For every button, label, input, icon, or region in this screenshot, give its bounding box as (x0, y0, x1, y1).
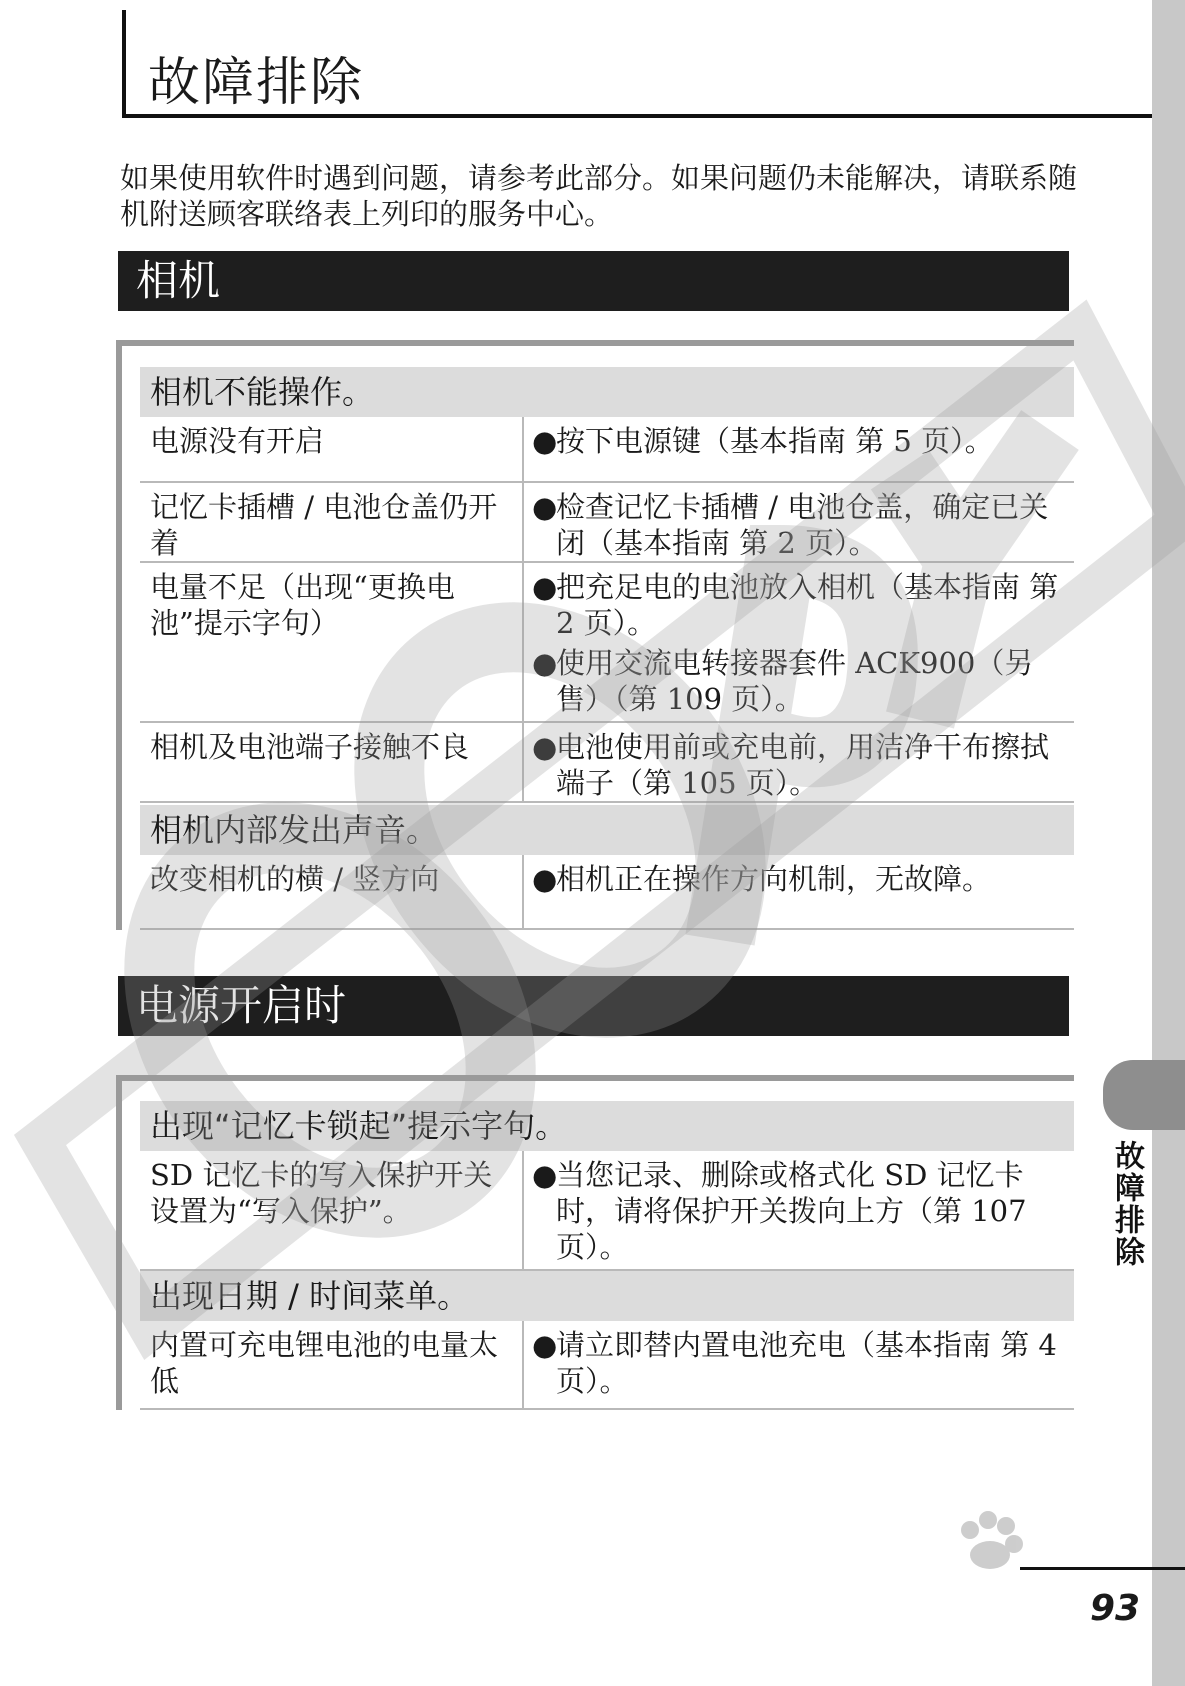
intro-paragraph: 如果使用软件时遇到问题，请参考此部分。如果问题仍未能解决，请联系随机附送顾客联络表上列印的服务中心。 (120, 161, 1078, 231)
table-row (140, 563, 1074, 723)
page-title: 故障排除 (148, 53, 365, 113)
fix-item: ● 使用交流电转接器套件 ACK900（另售）（第 109 页）。 (532, 646, 1034, 716)
fix-cell (532, 423, 1062, 463)
fix-cell (532, 569, 1062, 721)
title-left-rule (122, 10, 126, 118)
group-title: 相机不能操作。 (140, 367, 1074, 417)
table-left-bar (116, 340, 122, 930)
section-heading-camera: 相机 (118, 251, 1069, 311)
bullet-icon: ● (532, 424, 558, 458)
baidu-jingyan-logo (850, 1500, 1110, 1640)
table-camera (116, 340, 1074, 930)
bullet-icon: ● (532, 730, 558, 764)
fix-cell (532, 489, 1062, 565)
section-heading-power-on: 电源开启时 (118, 976, 1069, 1036)
page-edge-strip (1152, 0, 1185, 1686)
bullet-icon: ● (532, 1328, 558, 1362)
bullet-icon: ● (532, 490, 558, 524)
chapter-tab-label: 故障排除 (1109, 1140, 1144, 1268)
table-top-bar (116, 1075, 1074, 1081)
bullet-icon: ● (532, 646, 558, 680)
fix-item: ● 当您记录、删除或格式化 SD 记忆卡时，请将保护开关拨向上方（第 107 页）。 (532, 1158, 1027, 1264)
fix-cell (532, 1327, 1062, 1403)
table-row (140, 1321, 1074, 1410)
cause-cell: 改变相机的横 / 竖方向 (150, 862, 440, 896)
table-row (140, 1151, 1074, 1271)
fix-item: ● 请立即替内置电池充电（基本指南 第 4 页）。 (532, 1328, 1057, 1398)
fix-item: ● 检查记忆卡插槽 / 电池仓盖，确定已关闭（基本指南 第 2 页）。 (532, 490, 1049, 560)
fix-cell (532, 729, 1062, 805)
table-row (140, 855, 1074, 930)
table-power-on (116, 1075, 1074, 1410)
table-left-bar (116, 1075, 122, 1410)
fix-item: ● 相机正在操作方向机制，无故障。 (532, 862, 992, 896)
table-row (140, 723, 1074, 803)
bullet-icon: ● (532, 570, 558, 604)
fix-cell (532, 1157, 1062, 1269)
table-row (140, 483, 1074, 563)
fix-item: ● 把充足电的电池放入相机（基本指南 第 2 页）。 (532, 570, 1059, 640)
cause-cell: 记忆卡插槽 / 电池仓盖仍开着 (150, 490, 498, 560)
cause-cell: SD 记忆卡的写入保护开关设置为“写入保护”。 (150, 1158, 493, 1228)
group-title: 相机内部发出声音。 (140, 805, 1074, 855)
chapter-tab (1103, 1060, 1185, 1130)
cause-cell: 电量不足（出现“更换电池”提示字句） (150, 570, 455, 640)
fix-item: ● 按下电源键（基本指南 第 5 页）。 (532, 424, 994, 458)
table-top-bar (116, 340, 1074, 346)
group-title: 出现日期 / 时间菜单。 (140, 1271, 1074, 1321)
cause-cell: 电源没有开启 (150, 424, 325, 458)
bullet-icon: ● (532, 1158, 558, 1192)
cause-cell: 相机及电池端子接触不良 (150, 730, 470, 764)
bullet-icon: ● (532, 862, 558, 896)
fix-cell (532, 861, 1062, 901)
page-number: 93 (1090, 1588, 1141, 1629)
group-title: 出现“记忆卡锁起”提示字句。 (140, 1101, 1074, 1151)
fix-item: ● 电池使用前或充电前，用洁净干布擦拭端子（第 105 页）。 (532, 730, 1050, 800)
table-row (140, 417, 1074, 483)
cause-cell: 内置可充电锂电池的电量太低 (150, 1328, 499, 1398)
